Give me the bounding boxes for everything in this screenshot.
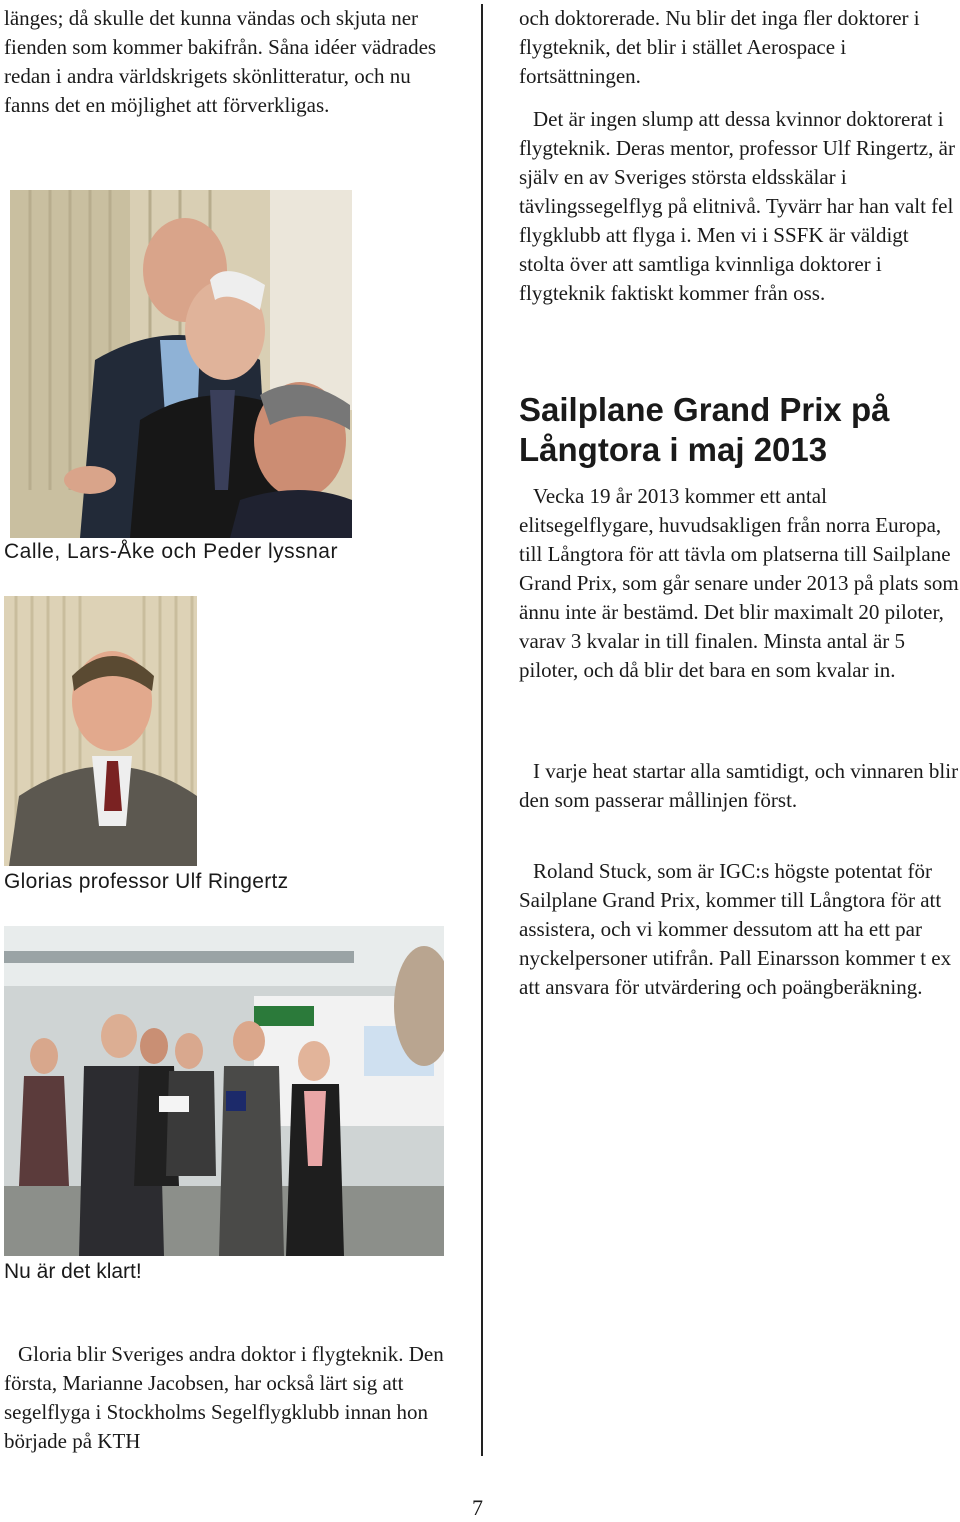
right-paragraph-4	[519, 757, 959, 815]
closing-paragraph	[4, 1340, 444, 1456]
right-paragraph-1: och doktorerade. Nu blir det inga fler doktorer i flygteknik, det blir i stället Aerospace i fortsättningen.	[519, 6, 920, 88]
right-paragraph-3	[519, 482, 959, 685]
photo-celebration	[4, 926, 444, 1256]
column-divider	[481, 4, 483, 1456]
right-paragraph-2	[519, 105, 959, 308]
right-paragraph-4-text: I varje heat startar alla samtidigt, och vinnaren blir den som passerar mållinjen först.	[519, 759, 959, 812]
photo-calle-lars-ake-peder	[10, 190, 352, 538]
page-number: 7	[472, 1495, 483, 1520]
section-heading: Sailplane Grand Prix på Långtora i maj 2013	[519, 391, 890, 468]
photo-caption-3: Nu är det klart!	[4, 1260, 142, 1283]
intro-paragraph: länges; då skulle det kunna vändas och skjuta ner fienden som kommer bakifrån. Såna idéer vädrades redan i andra världskrigets skönlitteratur, och nu fanns det en möjlighet att förverkligas.	[4, 6, 437, 117]
right-paragraph-2-text: Det är ingen slump att dessa kvinnor doktorerat i flygteknik. Deras mentor, professor Ulf Ringertz, är själv en av Sveriges största eldsskälar i tävlingssegelflyg på elitnivå. Tyvärr har han valt fel flygklubb att flyga i. Men vi i SSFK är väldigt stolta över att samtliga kvinnliga doktorer i flygteknik faktiskt kommer från oss.	[519, 107, 955, 305]
photo-caption-2: Glorias professor Ulf Ringertz	[4, 870, 289, 893]
photo-ulf-ringertz	[4, 596, 197, 866]
right-paragraph-3-text: Vecka 19 år 2013 kommer ett antal elitsegelflygare, huvudsakligen från norra Europa, till Långtora för att tävla om platserna till Sailplane Grand Prix, som går senare under 2013 på plats som ännu inte är bestämd. Det blir maximalt 20 piloter, varav 3 kvalar in till finalen. Minsta antal är 5 piloter, och då blir det bara en som kvalar in.	[519, 484, 959, 682]
closing-paragraph-text: Gloria blir Sveriges andra doktor i flygteknik. Den första, Marianne Jacobsen, har också lärt sig att segelflyga i Stockholms Segelflygklubb innan hon började på KTH	[4, 1342, 444, 1453]
photo-caption-1: Calle, Lars-Åke och Peder lyssnar	[4, 540, 338, 563]
right-paragraph-5-text: Roland Stuck, som är IGC:s högste potentat för Sailplane Grand Prix, kommer till Långtora för att assistera, och vi kommer dessutom att ha ett par nyckelpersoner utifrån. Pall Einarsson kommer t ex att ansvara för utvärdering och poängberäkning.	[519, 859, 952, 999]
right-paragraph-5	[519, 857, 959, 1002]
